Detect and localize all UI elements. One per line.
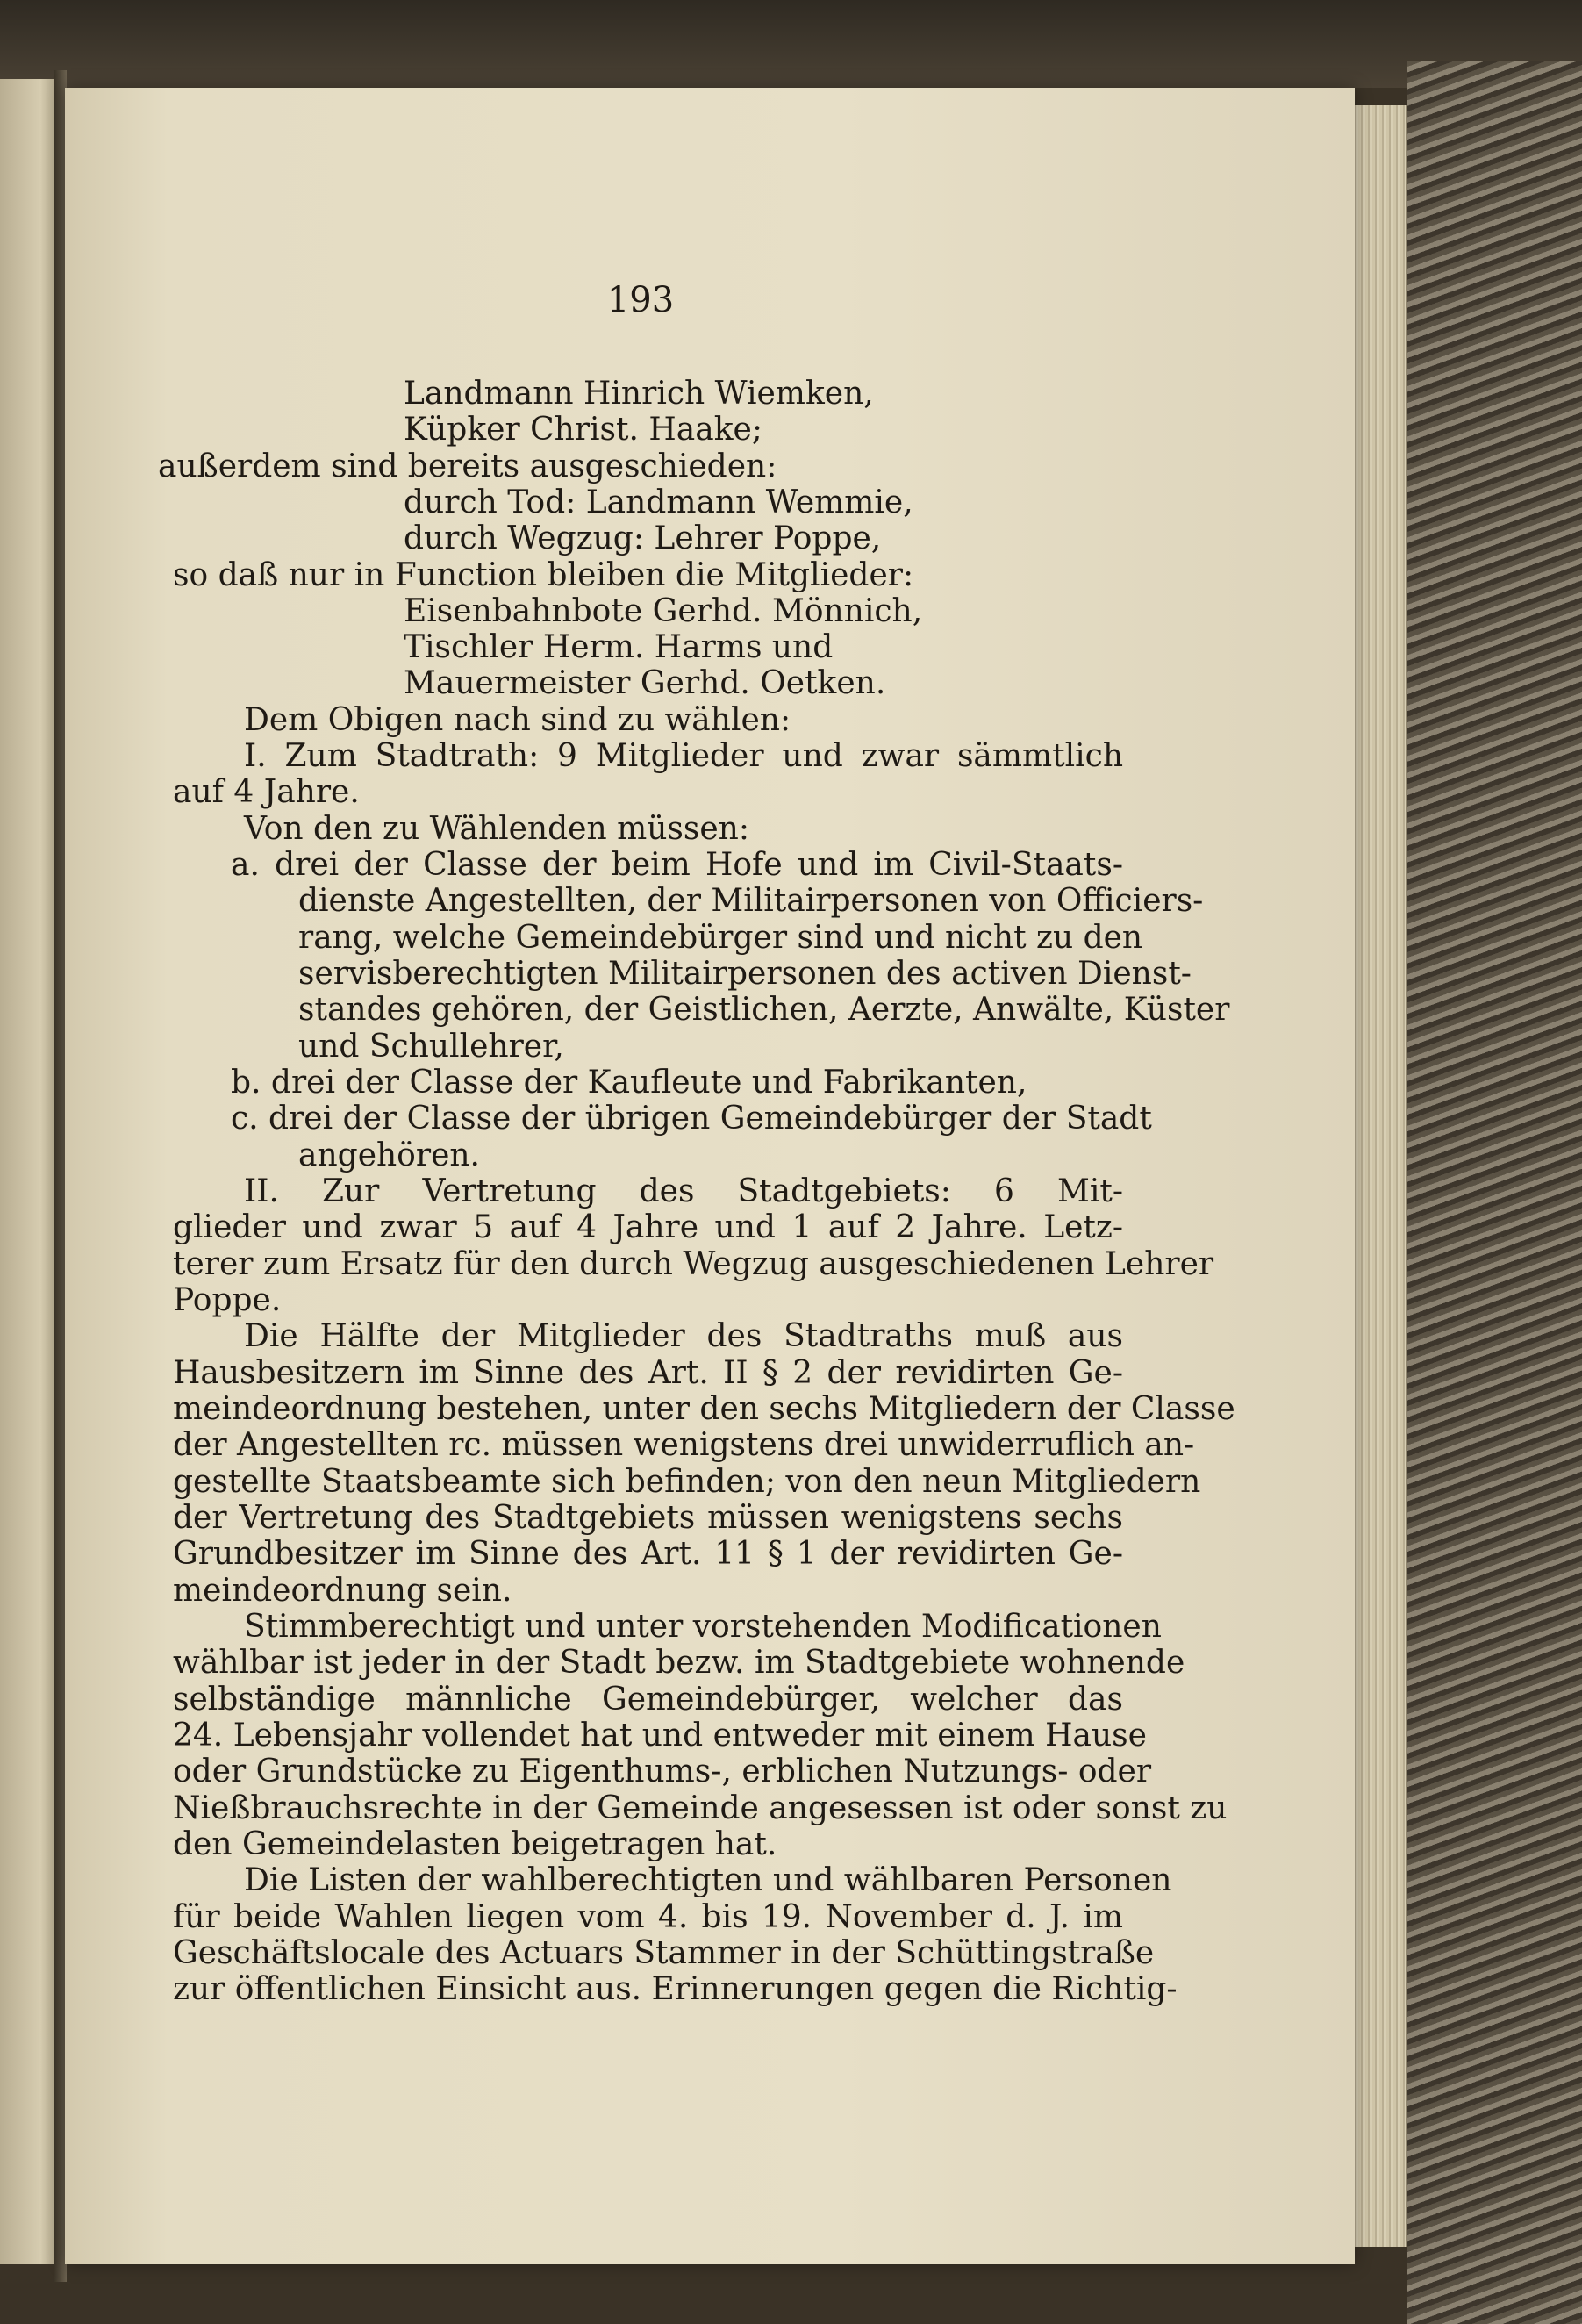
previous-page-edge (0, 79, 58, 2264)
text-line: Stimmberechtigt und unter vorstehenden Modificationen (244, 1609, 1162, 1645)
text-line: oder Grundstücke zu Eigenthums-, erblichen Nutzungs- oder (173, 1754, 1152, 1790)
text-line: für beide Wahlen liegen vom 4. bis 19. November d. J. im (173, 1899, 1123, 1935)
text-line: meindeordnung bestehen, unter den sechs Mitgliedern der Classe (173, 1391, 1235, 1427)
text-line: c. drei der Classe der übrigen Gemeindebürger der Stadt (231, 1101, 1152, 1137)
text-line: Mauermeister Gerhd. Oetken. (404, 665, 886, 701)
text-line: angehören. (298, 1137, 480, 1173)
text-line: standes gehören, der Geistlichen, Aerzte, Anwälte, Küster (298, 992, 1230, 1028)
text-line: Nießbrauchsrechte in der Gemeinde angesessen ist oder sonst zu (173, 1790, 1228, 1826)
text-line: terer zum Ersatz für den durch Wegzug ausgeschiedenen Lehrer (173, 1246, 1214, 1282)
text-line: Die Hälfte der Mitglieder des Stadtraths muß aus (244, 1318, 1123, 1354)
text-line: Eisenbahnbote Gerhd. Mönnich, (404, 593, 923, 629)
text-line: gestellte Staatsbeamte sich befinden; von den neun Mitgliedern (173, 1464, 1201, 1500)
text-line: servisberechtigten Militairpersonen des activen Dienst- (298, 956, 1192, 992)
text-line: außerdem sind bereits ausgeschieden: (158, 448, 777, 484)
book-cover-top (0, 0, 1582, 88)
text-line: I. Zum Stadtrath: 9 Mitglieder und zwar sämmtlich (244, 738, 1123, 774)
text-line: Dem Obigen nach sind zu wählen: (244, 702, 791, 738)
text-line: Grundbesitzer im Sinne des Art. 11 § 1 der revidirten Ge- (173, 1536, 1123, 1572)
text-line: meindeordnung sein. (173, 1573, 512, 1609)
text-line: glieder und zwar 5 auf 4 Jahre und 1 auf 2 Jahre. Letz- (173, 1209, 1123, 1245)
text-line: wählbar ist jeder in der Stadt bezw. im Stadtgebiete wohnende (173, 1645, 1185, 1681)
text-line: der Angestellten rc. müssen wenigstens drei unwiderruflich an- (173, 1427, 1195, 1463)
text-line: selbständige männliche Gemeindebürger, welcher das (173, 1682, 1123, 1718)
text-line: Die Listen der wahlberechtigten und wählbaren Personen (244, 1862, 1172, 1898)
book-cover-edge (1407, 61, 1582, 2324)
text-line: rang, welche Gemeindebürger sind und nicht zu den (298, 920, 1143, 956)
text-line: 24. Lebensjahr vollendet hat und entweder mit einem Hause (173, 1718, 1147, 1754)
text-line: der Vertretung des Stadtgebiets müssen wenigstens sechs (173, 1500, 1123, 1536)
text-line: und Schullehrer, (298, 1029, 564, 1065)
text-line: Geschäftslocale des Actuars Stammer in der Schüttingstraße (173, 1935, 1155, 1971)
text-line: Hausbesitzern im Sinne des Art. II § 2 der revidirten Ge- (173, 1355, 1123, 1391)
text-line: den Gemeindelasten beigetragen hat. (173, 1826, 777, 1862)
text-line: II. Zur Vertretung des Stadtgebiets: 6 Mit- (244, 1173, 1123, 1209)
text-line: auf 4 Jahre. (173, 774, 360, 810)
text-line: b. drei der Classe der Kaufleute und Fabrikanten, (231, 1065, 1027, 1101)
text-line: durch Tod: Landmann Wemmie, (404, 484, 913, 520)
text-line: durch Wegzug: Lehrer Poppe, (404, 520, 882, 556)
text-line: a. drei der Classe der beim Hofe und im Civil-Staats- (231, 847, 1123, 883)
text-line: Poppe. (173, 1282, 282, 1318)
text-line: Küpker Christ. Haake; (404, 412, 762, 448)
text-line: Landmann Hinrich Wiemken, (404, 376, 874, 412)
page-number: 193 (606, 280, 675, 320)
text-line: Tischler Herm. Harms und (404, 629, 834, 665)
text-line: zur öffentlichen Einsicht aus. Erinnerungen gegen die Richtig- (173, 1971, 1178, 2007)
text-line: dienste Angestellten, der Militairpersonen von Officiers- (298, 883, 1204, 919)
text-line: Von den zu Wählenden müssen: (244, 811, 749, 847)
text-line: so daß nur in Function bleiben die Mitglieder: (173, 557, 914, 593)
